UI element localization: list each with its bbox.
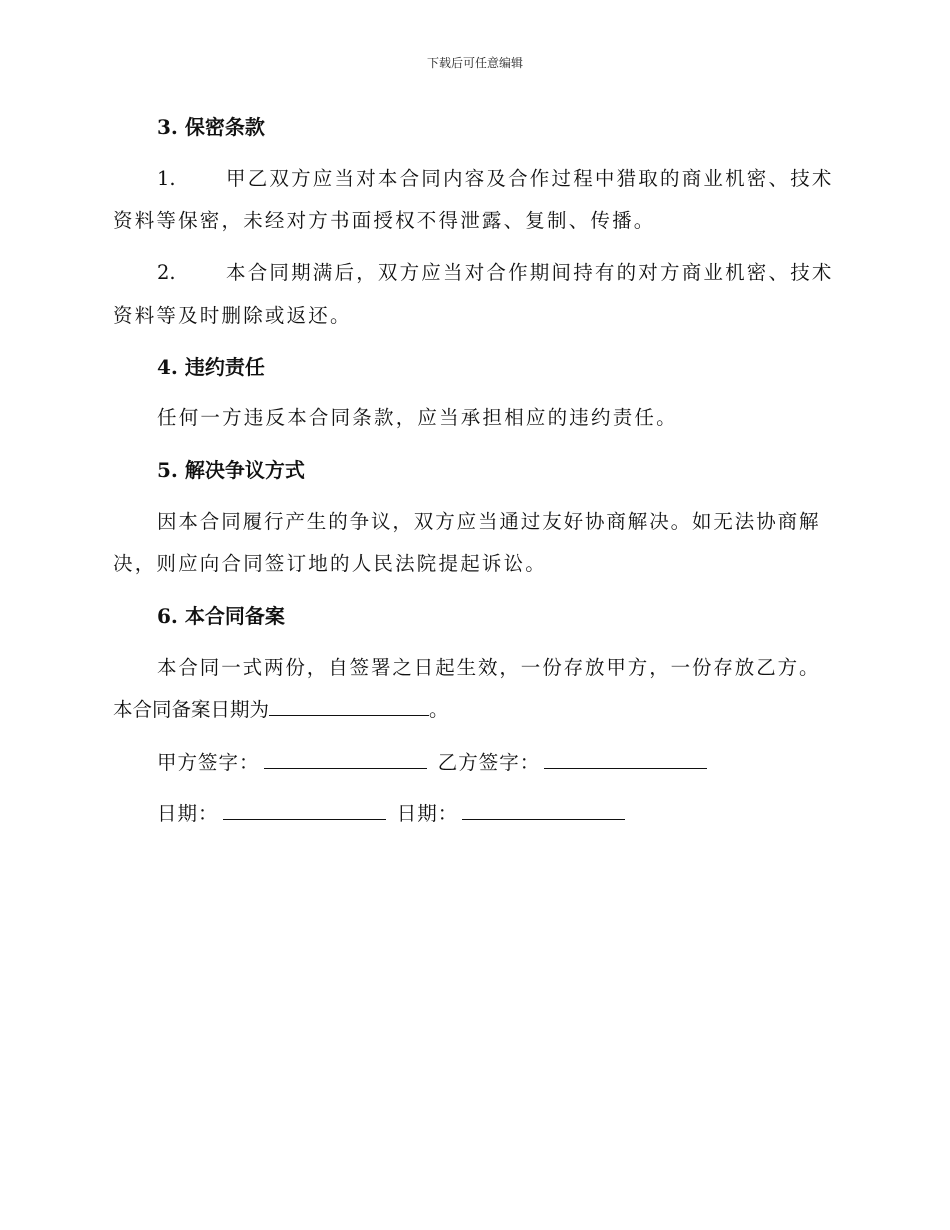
party-b-date-label: 日期：	[396, 802, 459, 825]
party-a-signature-blank[interactable]	[264, 750, 427, 769]
confidentiality-item-2-line-2: 资料等及时删除或返还。	[113, 304, 352, 327]
page-header: 下载后可任意编辑	[426, 56, 523, 70]
item-number: 2.	[157, 261, 176, 284]
section-title-breach: 4. 违约责任	[157, 355, 265, 379]
party-a-date-blank[interactable]	[223, 801, 386, 820]
item-text: 甲乙双方应当对本合同内容及合作过程中猎取的商业机密、技术	[226, 167, 834, 190]
breach-paragraph: 任何一方违反本合同条款，应当承担相应的违约责任。	[157, 406, 678, 429]
filing-date-blank[interactable]	[269, 697, 429, 716]
party-b-signature-blank[interactable]	[544, 750, 707, 769]
dispute-paragraph-line-1: 因本合同履行产生的争议，双方应当通过友好协商解决。如无法协商解	[157, 510, 821, 533]
signature-row	[157, 750, 711, 776]
filing-date-suffix: 。	[429, 698, 449, 721]
filing-paragraph-line-2	[113, 697, 449, 723]
section-title-dispute: 5. 解决争议方式	[157, 458, 305, 482]
party-a-date-label: 日期：	[157, 802, 219, 825]
confidentiality-item-2-line-1	[157, 260, 834, 286]
item-text: 本合同期满后，双方应当对合作期间持有的对方商业机密、技术	[226, 261, 834, 284]
filing-date-label: 本合同备案日期为	[113, 698, 270, 721]
party-a-signature-label: 甲方签字：	[157, 751, 260, 774]
item-number: 1.	[157, 167, 176, 190]
filing-paragraph-line-1: 本合同一式两份，自签署之日起生效，一份存放甲方，一份存放乙方。	[157, 656, 821, 679]
date-row	[157, 801, 629, 827]
confidentiality-item-1-line-2: 资料等保密，未经对方书面授权不得泄露、复制、传播。	[113, 209, 656, 232]
section-title-filing: 6. 本合同备案	[157, 604, 285, 628]
dispute-paragraph-line-2: 决，则应向合同签订地的人民法院提起诉讼。	[113, 552, 548, 575]
party-b-signature-label: 乙方签字：	[437, 751, 541, 774]
confidentiality-item-1-line-1	[157, 166, 834, 192]
section-title-confidentiality: 3. 保密条款	[157, 115, 265, 139]
party-b-date-blank[interactable]	[462, 801, 625, 820]
